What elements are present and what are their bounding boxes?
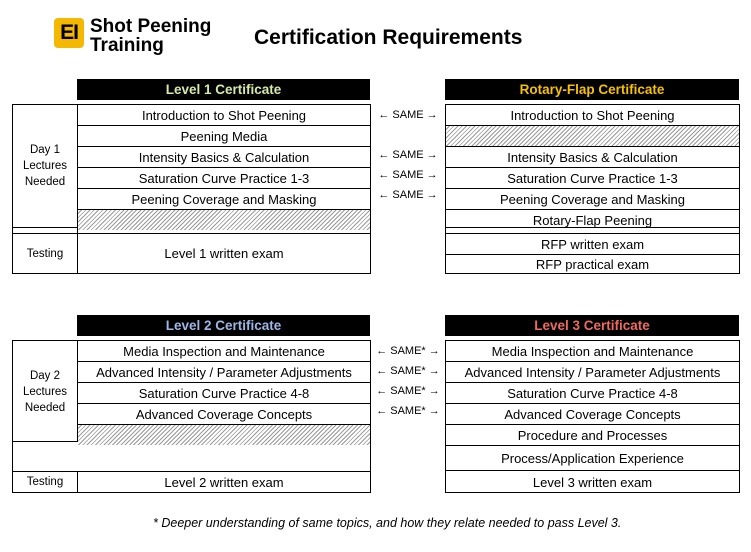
list-item: Saturation Curve Practice 1-3 <box>78 168 370 189</box>
hatched-empty-cell <box>78 425 370 445</box>
level2-written-exam: Level 2 written exam <box>164 474 284 490</box>
logo-line-1: Shot Peening <box>90 16 212 37</box>
same-connector: ← SAME → <box>378 109 438 121</box>
rotary-header: Rotary-Flap Certificate <box>445 79 739 100</box>
logo-line-2: Training <box>90 35 164 56</box>
level1-header: Level 1 Certificate <box>77 79 370 100</box>
logo-wordmark <box>90 17 211 55</box>
rotary-test-list <box>446 234 739 274</box>
list-item: Peening Coverage and Masking <box>78 189 370 210</box>
list-item: Advanced Intensity / Parameter Adjustments <box>446 362 739 383</box>
list-item: Introduction to Shot Peening <box>446 105 739 126</box>
rotary-lecture-list <box>446 105 739 230</box>
list-item: RFP written exam <box>446 234 739 255</box>
level3-written-exam: Level 3 written exam <box>532 474 653 490</box>
page-title: Certification Requirements <box>254 26 523 49</box>
list-item: Introduction to Shot Peening <box>78 105 370 126</box>
same-connector: ← SAME* → <box>376 405 440 417</box>
level2-lecture-list <box>78 341 370 445</box>
footnote: * Deeper understanding of same topics, and how they relate needed to pass Level 3. <box>153 516 622 530</box>
same-connector: ← SAME* → <box>376 345 440 357</box>
level3-lecture-list <box>446 341 739 446</box>
logo-mark: EI <box>54 18 84 48</box>
hatched-empty-cell <box>446 126 739 147</box>
level1-written-exam: Level 1 written exam <box>164 246 284 261</box>
list-item: Advanced Coverage Concepts <box>446 404 739 425</box>
same-connector: ← SAME → <box>378 189 438 201</box>
list-item: Intensity Basics & Calculation <box>446 147 739 168</box>
list-item: Procedure and Processes <box>446 425 739 446</box>
same-connector: ← SAME* → <box>376 365 440 377</box>
level1-lecture-list <box>78 105 370 230</box>
list-item: Process/Application Experience <box>446 446 739 471</box>
list-item: Peening Coverage and Masking <box>446 189 739 210</box>
day1-label: Day 1 Lectures Needed <box>22 144 68 188</box>
level3-header: Level 3 Certificate <box>445 315 739 336</box>
list-item: Saturation Curve Practice 4-8 <box>446 383 739 404</box>
same-connector: ← SAME → <box>378 149 438 161</box>
list-item: RFP practical exam <box>535 257 650 272</box>
list-item: Intensity Basics & Calculation <box>78 147 370 168</box>
list-item: Rotary-Flap Peening <box>532 212 653 228</box>
list-item: Advanced Intensity / Parameter Adjustments <box>78 362 370 383</box>
testing-label-2: Testing <box>26 476 64 488</box>
hatched-empty-cell <box>78 210 370 230</box>
same-connector: ← SAME → <box>378 169 438 181</box>
testing-label-1: Testing <box>26 248 64 260</box>
list-item: Saturation Curve Practice 4-8 <box>78 383 370 404</box>
list-item: Media Inspection and Maintenance <box>78 341 370 362</box>
day2-label: Day 2 Lectures Needed <box>22 370 68 414</box>
list-item: Media Inspection and Maintenance <box>446 341 739 362</box>
list-item: Advanced Coverage Concepts <box>78 404 370 425</box>
level2-header: Level 2 Certificate <box>77 315 370 336</box>
same-connector: ← SAME* → <box>376 385 440 397</box>
list-item: Peening Media <box>78 126 370 147</box>
list-item: Saturation Curve Practice 1-3 <box>446 168 739 189</box>
